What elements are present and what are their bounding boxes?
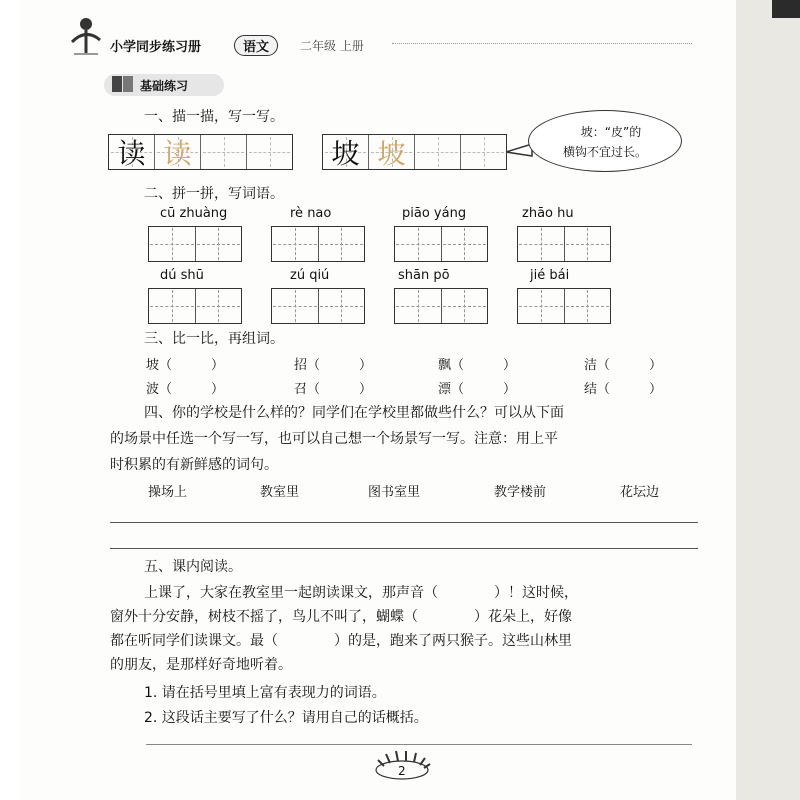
pinyin-label: shān pō [398, 268, 450, 283]
reading-line1: 上课了，大家在教室里一起朗读课文，那声音（ ）！这时候， [144, 585, 578, 601]
scene-option: 教学楼前 [494, 485, 547, 500]
answer-grid[interactable] [394, 288, 488, 324]
writing-cell[interactable] [461, 135, 506, 169]
section-badge-label: 基础练习 [140, 79, 189, 93]
pinyin-label: zhāo hu [522, 206, 574, 221]
workbook-title: 小学同步练习册 [110, 40, 202, 55]
writing-line[interactable] [110, 522, 698, 523]
scene-option: 花坛边 [620, 485, 660, 500]
scan-shadow [772, 0, 800, 18]
answer-grid[interactable] [271, 226, 365, 262]
answer-grid[interactable] [517, 226, 611, 262]
header-rule [392, 43, 692, 44]
compare-item[interactable]: 洁（ ） [584, 358, 663, 373]
tracing-grid-1 [108, 134, 293, 170]
page-number: 2 [398, 764, 406, 778]
q3-prompt: 三、比一比，再组词。 [144, 331, 284, 347]
q4-prompt-line2: 的场景中任选一个写一写，也可以自己想一个场景写一写。注意：用上平 [110, 431, 558, 447]
tracing-grid-2 [322, 134, 507, 170]
compare-item[interactable]: 坡（ ） [146, 358, 225, 373]
scene-option: 教室里 [260, 485, 300, 500]
grade-label: 二年级 上册 [300, 39, 364, 53]
book-icon [110, 72, 136, 96]
answer-grid[interactable] [517, 288, 611, 324]
reading-line4: 的朋友，是那样好奇地听着。 [110, 657, 292, 673]
answer-grid[interactable] [394, 226, 488, 262]
writing-cell[interactable] [247, 135, 292, 169]
sub-question-2: 2. 这段话主要写了什么？请用自己的话概括。 [144, 710, 428, 726]
pinyin-label: jié bái [530, 268, 570, 283]
q4-prompt-line1: 四、你的学校是什么样的？同学们在学校里都做些什么？可以从下面 [144, 405, 564, 421]
answer-grid[interactable] [148, 288, 242, 324]
pinyin-label: cū zhuàng [160, 206, 228, 221]
compare-item[interactable]: 招（ ） [294, 358, 373, 373]
model-char-du: 读 [117, 137, 146, 170]
q4-prompt-line3: 时积累的有新鲜感的词句。 [110, 457, 278, 473]
compare-item[interactable]: 漂（ ） [438, 382, 517, 397]
q5-prompt: 五、课内阅读。 [144, 559, 242, 575]
sub-question-1: 1. 请在括号里填上富有表现力的词语。 [144, 685, 386, 701]
writing-line[interactable] [110, 548, 698, 549]
compare-item[interactable]: 召（ ） [294, 382, 373, 397]
subject-label: 语文 [234, 35, 278, 56]
trace-char-du: 读 [163, 137, 192, 170]
compare-item[interactable]: 波（ ） [146, 382, 225, 397]
pinyin-label: zú qiú [290, 268, 330, 283]
scene-option: 图书室里 [368, 485, 421, 500]
footer-rule [146, 744, 692, 745]
model-char-po: 坡 [331, 137, 360, 170]
trace-char-po: 坡 [377, 137, 406, 170]
q2-prompt: 二、拼一拼，写词语。 [144, 186, 284, 202]
student-logo-icon [66, 14, 106, 60]
compare-item[interactable]: 结（ ） [584, 382, 663, 397]
writing-cell[interactable] [201, 135, 247, 169]
answer-grid[interactable] [271, 288, 365, 324]
reading-line3: 都在听同学们读课文。最（ ）的是，跑来了两只猴子。这些山林里 [110, 633, 572, 649]
writing-cell[interactable] [415, 135, 461, 169]
compare-item[interactable]: 飘（ ） [438, 358, 517, 373]
answer-grid[interactable] [148, 226, 242, 262]
pinyin-label: piāo yáng [402, 206, 467, 221]
page-edge [736, 0, 800, 800]
reading-line2: 窗外十分安静，树枝不摇了，鸟儿不叫了，蝴蝶（ ）花朵上，好像 [110, 609, 572, 625]
pinyin-label: dú shū [160, 268, 204, 283]
writing-tip-line1: 坡：“皮”的 [580, 125, 642, 139]
writing-tip-line2: 横钩不宜过长。 [562, 145, 647, 159]
pinyin-label: rè nao [290, 206, 332, 221]
q1-prompt: 一、描一描，写一写。 [144, 109, 284, 125]
scene-option: 操场上 [148, 485, 188, 500]
